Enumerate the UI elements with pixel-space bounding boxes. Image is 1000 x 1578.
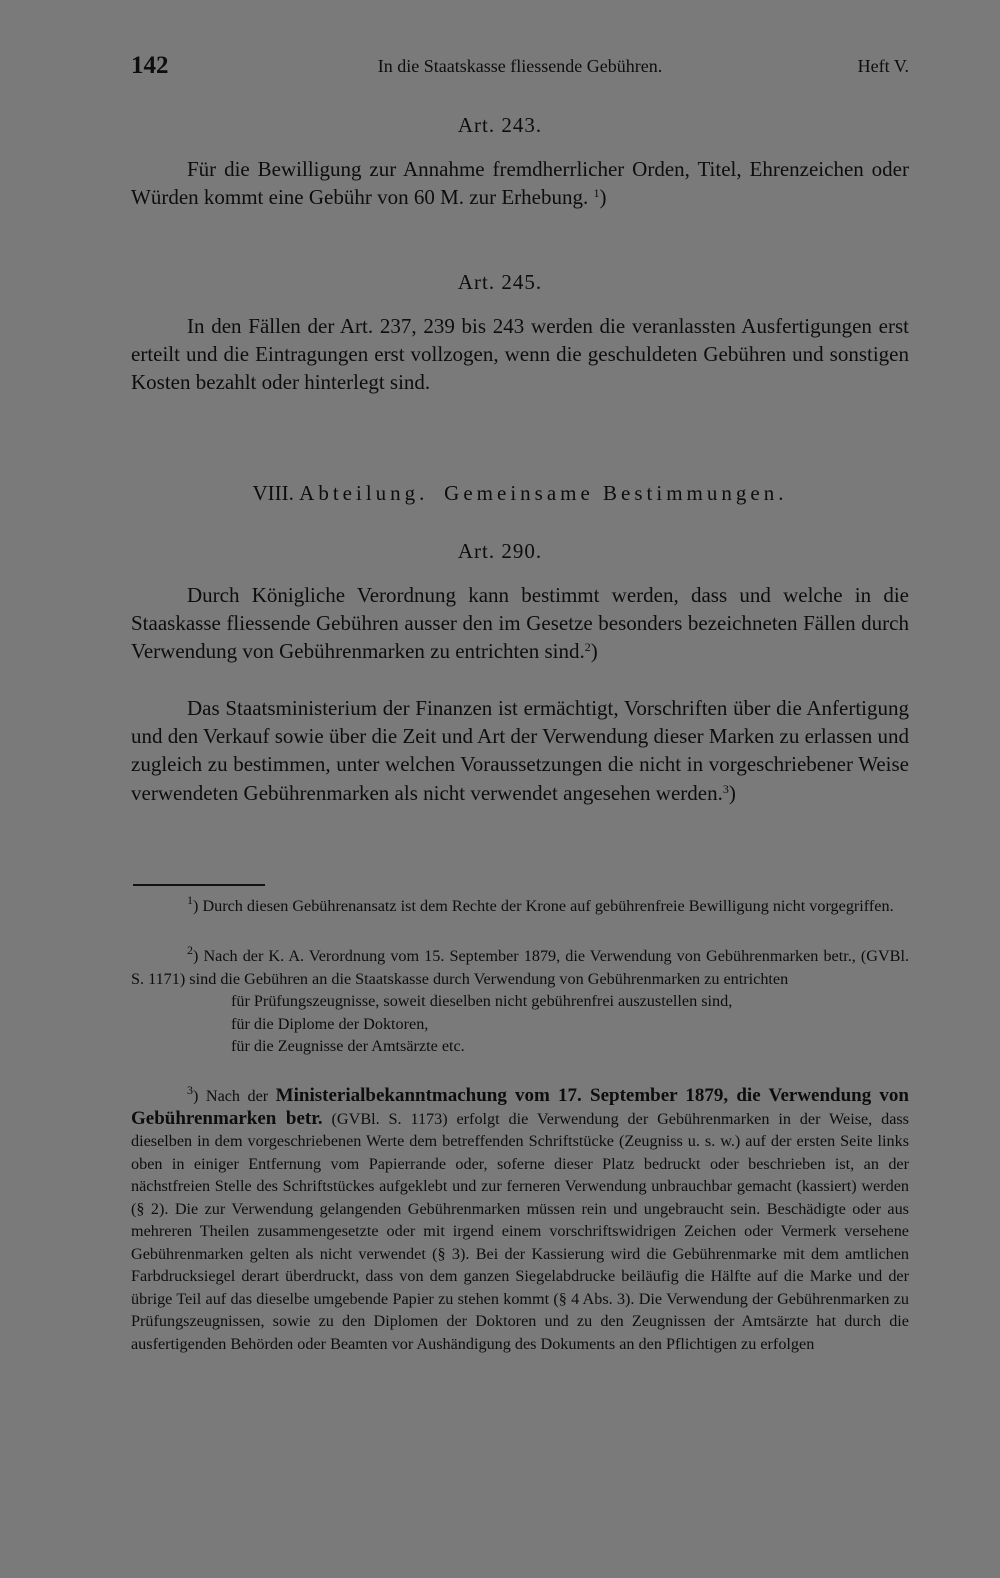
article-290-p1-text: Durch Königliche Verordnung kann bestimmt werden, dass und welche in die Staaskasse fliessende Gebühren ausser den im Gesetze besonders bezeichneten Fällen durch Verwendung von Gebührenmarken zu entrichten sind. [131,583,909,664]
running-title: In die Staatskasse fliessende Gebühren. [377,56,663,76]
footnote-3-lead: Nach der [205,1087,269,1105]
footnote-ref-2-close: ) [590,639,598,664]
article-243-text [131,155,909,211]
footnote-separator [133,884,265,886]
footnote-3-title: Ministerialbekanntmachung vom 17. September 1879, die Verwendung von Gebührenmarken betr. [131,1085,910,1129]
article-290-p2-text: Das Staatsministerium der Finanzen ist ermächtigt, Vorschriften über die Anfertigung und den Verkauf sowie über die Zeit und Art der Verwendung dieser Marken zu erlassen und zugleich zu bestimmen, unter welchen Voraussetzungen die nicht in vorgeschriebener Weise verwendeten Gebührenmarken als nicht verwendet angesehen werden. [131,696,909,805]
article-290-paragraph-1 [131,581,909,666]
division-label: Abteilung. [299,481,429,505]
division-number: VIII. [252,481,294,505]
division-heading [131,481,909,506]
footnote-2-item: für Prüfungszeugnisse, soweit dieselben nicht gebührenfrei auszustellen sind, [231,992,733,1010]
footnote-2-text: Nach der K. A. Verordnung vom 15. September 1879, die Verwendung von Gebührenmarken betr., (GVBl. S. 1171) sind die Gebühren an die Staatskasse durch Verwendung von Gebührenmarken zu entrichten [131,947,909,988]
footnote-3 [131,1085,909,1355]
footnote-ref-1: 1 [593,186,600,201]
running-header [131,52,909,82]
footnote-3-close: ) [193,1087,199,1105]
footnote-1 [131,895,909,918]
article-245-heading: Art. 245. [457,270,543,294]
footnote-ref-3-close: ) [728,780,736,805]
page-number: 142 [131,52,169,79]
footnote-3-mark: 3 [187,1083,193,1097]
article-290-heading: Art. 290. [457,539,543,563]
footnote-2-close: ) [193,947,199,965]
footnote-1-text: Durch diesen Gebührenansatz ist dem Rechte der Krone auf gebührenfreie Bewilligung nicht vorgegriffen. [202,897,894,915]
footnote-2 [131,945,909,1058]
footnote-3-text: (GVBl. S. 1173) erfolgt die Verwendung der Gebührenmarken in der Weise, dass dieselben in dem vorgeschriebenen Werte dem betreffenden Schriftstücke (Zeugniss u. s. w.) auf der ersten Seite links oben in einiger Entfernung vom Papierrande oder, soferne dieser Platz bedruckt oder beschrieben ist, an der nächstfreien Stelle des Schriftstückes aufgeklebt und zur ferneren Verwendung unbrauchbar gemacht (kassiert) werden (§ 2). Die zur Verwendung gelangenden Gebührenmarken müssen rein und ungebraucht sein. Beschädigte oder aus mehreren Theilen zusammengesetzte oder mit irgend einem vorschriftswidrigen Zeichen oder Vermerk versehene Gebührenmarken gelten als nicht verwendet (§ 3). Bei der Kassierung wird die Gebührenmarke mit dem amtlichen Farbdrucksiegel derart überdruckt, dass von dem ganzen Siegelabdrucke beiläufig die Hälfte auf die Marke und der übrige Teil auf das dieselbe umgebende Papier zu stehen kommt (§ 4 Abs. 3). Die Verwendung der Gebührenmarken zu Prüfungszeugnissen, sowie zu den Diplomen der Doktoren und zu den Zeugnissen der Amtsärzte hat durch die ausfertigenden Behörden oder Beamten vor Aushändigung des Dokuments an den Pflichtigen zu erfolgen [131,1109,909,1353]
division-title: Gemeinsame Bestimmungen. [444,481,788,505]
volume-label: Heft V. [857,56,909,76]
footnote-ref-3: 3 [722,781,729,796]
article-245-text: In den Fällen der Art. 237, 239 bis 243 werden die veranlassten Ausfertigungen erst erteilt und die Eintragungen erst vollzogen, wenn die geschuldeten Gebühren und sonstigen Kosten bezahlt oder hinterlegt sind. [131,314,909,395]
footnote-2-list [131,990,909,1058]
article-243-heading: Art. 243. [457,113,543,137]
article-290-paragraph-2 [131,694,909,807]
footnote-ref-2: 2 [584,640,591,655]
footnote-2-mark: 2 [187,943,193,957]
footnote-ref-1-close: ) [599,185,607,210]
footnote-1-close: ) [193,897,199,915]
footnote-1-mark: 1 [187,893,193,907]
footnote-2-item: für die Diplome der Doktoren, [231,1014,429,1033]
footnote-2-item: für die Zeugnisse der Amtsärzte etc. [231,1037,465,1055]
article-243-body: Für die Bewilligung zur Annahme fremdherrlicher Orden, Titel, Ehrenzeichen oder Würden kommt eine Gebühr von 60 M. zur Erhebung. [131,157,909,210]
